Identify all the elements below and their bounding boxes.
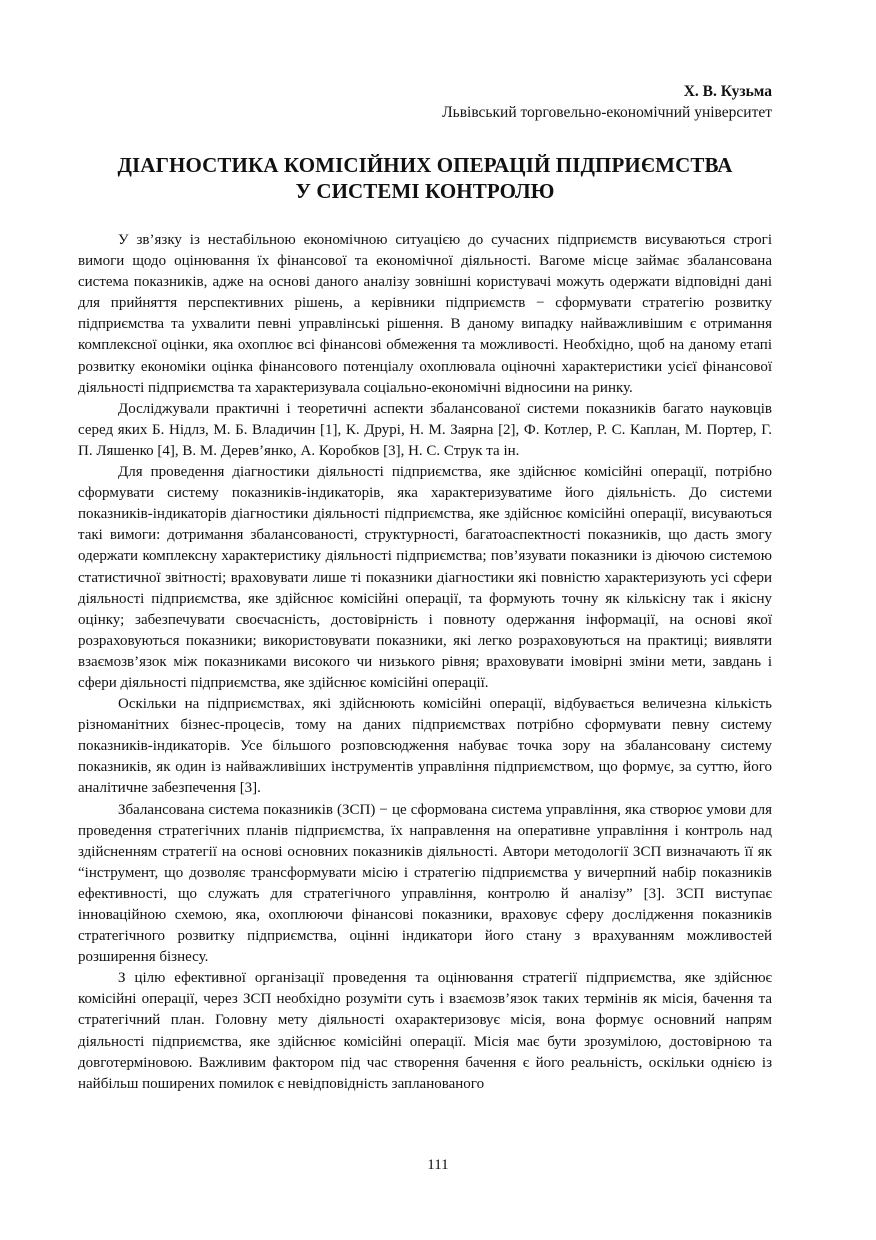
body-paragraph-4: Оскільки на підприємствах, які здійснюють комісійні операції, відбувається величезна кількість різноманітних бізнес-процесів, тому на даних підприємствах потрібно сформувати певну систему показників-індикаторів. Усе більшого розповсюдження набуває точка зору на збалансовану систему показників, як один із найважливіших інструментів управління підприємством, що формує, за суттю, його аналітичне забезпечення [3].	[78, 696, 772, 797]
body-paragraph-6: З цілю ефективної організації проведення та оцінювання стратегії підприємства, яке здійснює комісійні операції, через ЗСП необхідно розуміти суть і взаємозв’язок таких термінів як місія, бачення та стратегічний план. Головну мету діяльності охарактеризовує місія, вона формує основний напрям діяльності підприємства, яке здійснює комісійні операції. Місія має бути зрозумілою, достовірною та довготерміновою. Важливим фактором під час створення бачення є його реальність, оскільки однією із найбільш поширених помилок є невідповідність запланованого	[78, 970, 772, 1092]
article-body	[78, 230, 772, 1095]
body-paragraph-5: Збалансована система показників (ЗСП) − це сформована система управління, яка створює умови для проведення стратегічних планів підприємства, їх направлення на оперативне управління і контроль над здійсненням стратегії на основі основних показників діяльності. Автори методології ЗСП визначають її як “інструмент, що дозволяє трансформувати місію і стратегію підприємства у вичерпний набір показників ефективності, що служать для стратегічного управління, контролю й аналізу” [3]. ЗСП виступає інноваційною схемою, яка, охоплюючи фінансові показники, враховує сферу дослідження показників стратегічного розвитку підприємства, оцінні індикатори його стану з врахуванням можливостей розширення бізнесу.	[78, 801, 772, 966]
body-paragraph-3: Для проведення діагностики діяльності підприємства, яке здійснює комісійні операції, потрібно сформувати систему показників-індикаторів, яка характеризуватиме його діяльність. До системи показників-індикаторів діагностики діяльності підприємства, яке здійснює комісійні операції, висуваються такі вимоги: дотримання збалансованості, структурності, багатоаспектності показників, що дасть змогу одержати комплексну характеристику діяльності підприємства; пов’язувати показники із діючою системою статистичної звітності; враховувати лише ті показники діагностики які повністю характеризують усі сфери діяльності підприємства, яке здійснює комісійні операції, та формують точну як кількісну так і якісну оцінку; забезпечувати своєчасність, достовірність і повноту одержання інформації, на основі якої розраховуються показники; використовувати показники, які легко розраховуються на практиці; виявляти взаємозв’язок між показниками високого чи низького рівня; враховувати імовірні зміни мети, завдань і сфери діяльності підприємства, яке здійснює комісійні операції.	[78, 464, 772, 691]
body-paragraph-2: Досліджували практичні і теоретичні аспекти збалансованої системи показників багато науковців серед яких Б. Нідлз, М. Б. Владичин [1], К. Друрі, Н. М. Заярна [2], Ф. Котлер, Р. С. Каплан, М. Портер, Г. П. Ляшенко [4], В. М. Дерев’янко, А. Коробков [3], Н. С. Струк та ін.	[78, 400, 772, 459]
page-number: 111	[427, 1157, 449, 1173]
paper-title	[78, 152, 772, 204]
paper-title-line-1: ДІАГНОСТИКА КОМІСІЙНИХ ОПЕРАЦІЙ ПІДПРИЄМСТВА	[117, 153, 733, 177]
author-name: Х. В. Кузьма	[683, 83, 772, 100]
paper-title-line-2: У СИСТЕМІ КОНТРОЛЮ	[295, 179, 555, 203]
paper-page	[78, 82, 772, 1095]
body-paragraph-1: У зв’язку із нестабільною економічною ситуацією до сучасних підприємств висуваються строгі вимоги щодо оцінювання їх фінансової та економічної діяльності. Вагоме місце займає збалансована система показників, адже на основі даного аналізу зовнішні користувачі можуть одержати відповідні дані для прийняття перспективних рішень, а керівники підприємств − сформувати стратегію розвитку підприємства та ухвалити певні управлінські рішення. В даному випадку найважливішим є отримання комплексної оцінки, яка охоплює всі фінансові обмеження та можливості. Необхідно, щоб на даному етапі розвитку економіки оцінка фінансового потенціалу охоплювала оціночні характеристики усієї фінансової діяльності підприємства та характеризувала соціально-економічні відносини на ринку.	[78, 232, 772, 396]
author-affiliation: Львівський торговельно-економічний університет	[442, 104, 772, 121]
